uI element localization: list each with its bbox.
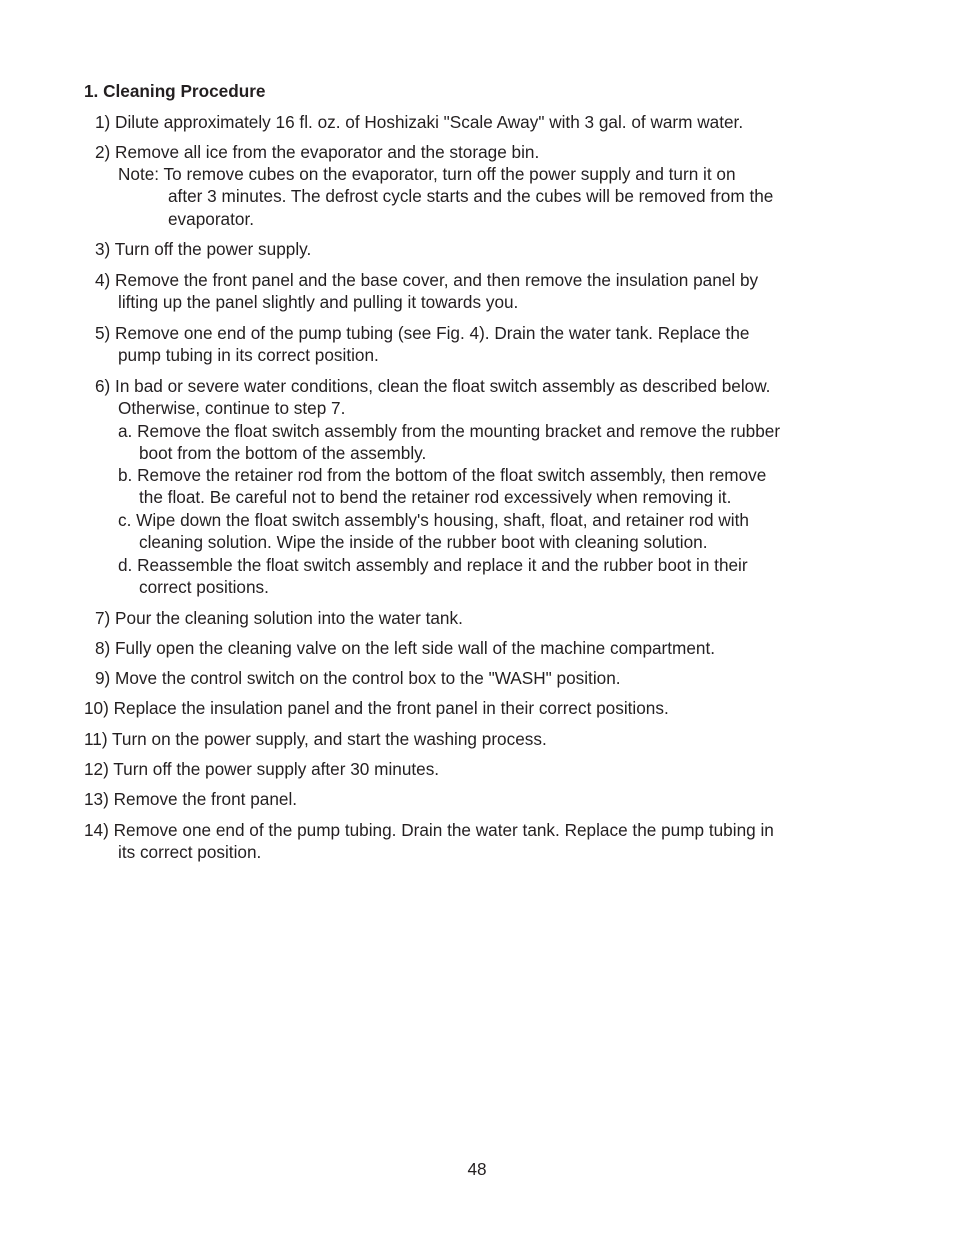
step-12: 12) Turn off the power supply after 30 minutes. <box>84 759 440 779</box>
step-14-line-2: its correct position. <box>118 842 262 862</box>
page-number: 48 <box>467 1159 487 1179</box>
step-5-line-2: pump tubing in its correct position. <box>118 345 379 365</box>
step-4: 4) Remove the front panel and the base cover, and then remove the insulation panel by <box>95 270 759 290</box>
step-6b-line-2: the float. Be careful not to bend the retainer rod excessively when removing it. <box>139 487 732 507</box>
step-10: 10) Replace the insulation panel and the front panel in their correct positions. <box>84 698 669 718</box>
step-6d-line-2: correct positions. <box>139 577 269 597</box>
step-6d: d. Reassemble the float switch assembly and replace it and the rubber boot in their <box>118 555 748 575</box>
step-6-line-2: Otherwise, continue to step 7. <box>118 398 346 418</box>
section-heading: 1. Cleaning Procedure <box>84 81 266 101</box>
step-14: 14) Remove one end of the pump tubing. Drain the water tank. Replace the pump tubing in <box>84 820 774 840</box>
step-1: 1) Dilute approximately 16 fl. oz. of Hoshizaki "Scale Away" with 3 gal. of warm water. <box>95 112 744 132</box>
step-6c-line-2: cleaning solution. Wipe the inside of the rubber boot with cleaning solution. <box>139 532 708 552</box>
step-6: 6) In bad or severe water conditions, clean the float switch assembly as described below. <box>95 376 771 396</box>
step-6a-line-2: boot from the bottom of the assembly. <box>139 443 427 463</box>
step-11: 11) Turn on the power supply, and start the washing process. <box>84 729 547 749</box>
step-6a: a. Remove the float switch assembly from the mounting bracket and remove the rubber <box>118 421 781 441</box>
step-2-note: Note: To remove cubes on the evaporator, turn off the power supply and turn it on <box>118 164 736 184</box>
step-4-line-2: lifting up the panel slightly and pulling it towards you. <box>118 292 519 312</box>
step-2-note-line-2: after 3 minutes. The defrost cycle starts and the cubes will be removed from the <box>168 186 774 206</box>
step-6b: b. Remove the retainer rod from the bottom of the float switch assembly, then remove <box>118 465 767 485</box>
step-3: 3) Turn off the power supply. <box>95 239 312 259</box>
step-2-note-line-3: evaporator. <box>168 209 254 229</box>
step-9: 9) Move the control switch on the control box to the "WASH" position. <box>95 668 621 688</box>
step-2: 2) Remove all ice from the evaporator and the storage bin. <box>95 142 540 162</box>
step-7: 7) Pour the cleaning solution into the water tank. <box>95 608 463 628</box>
step-13: 13) Remove the front panel. <box>84 789 298 809</box>
step-6c: c. Wipe down the float switch assembly's housing, shaft, float, and retainer rod with <box>118 510 749 530</box>
step-5: 5) Remove one end of the pump tubing (see Fig. 4). Drain the water tank. Replace the <box>95 323 750 343</box>
step-8: 8) Fully open the cleaning valve on the left side wall of the machine compartment. <box>95 638 716 658</box>
